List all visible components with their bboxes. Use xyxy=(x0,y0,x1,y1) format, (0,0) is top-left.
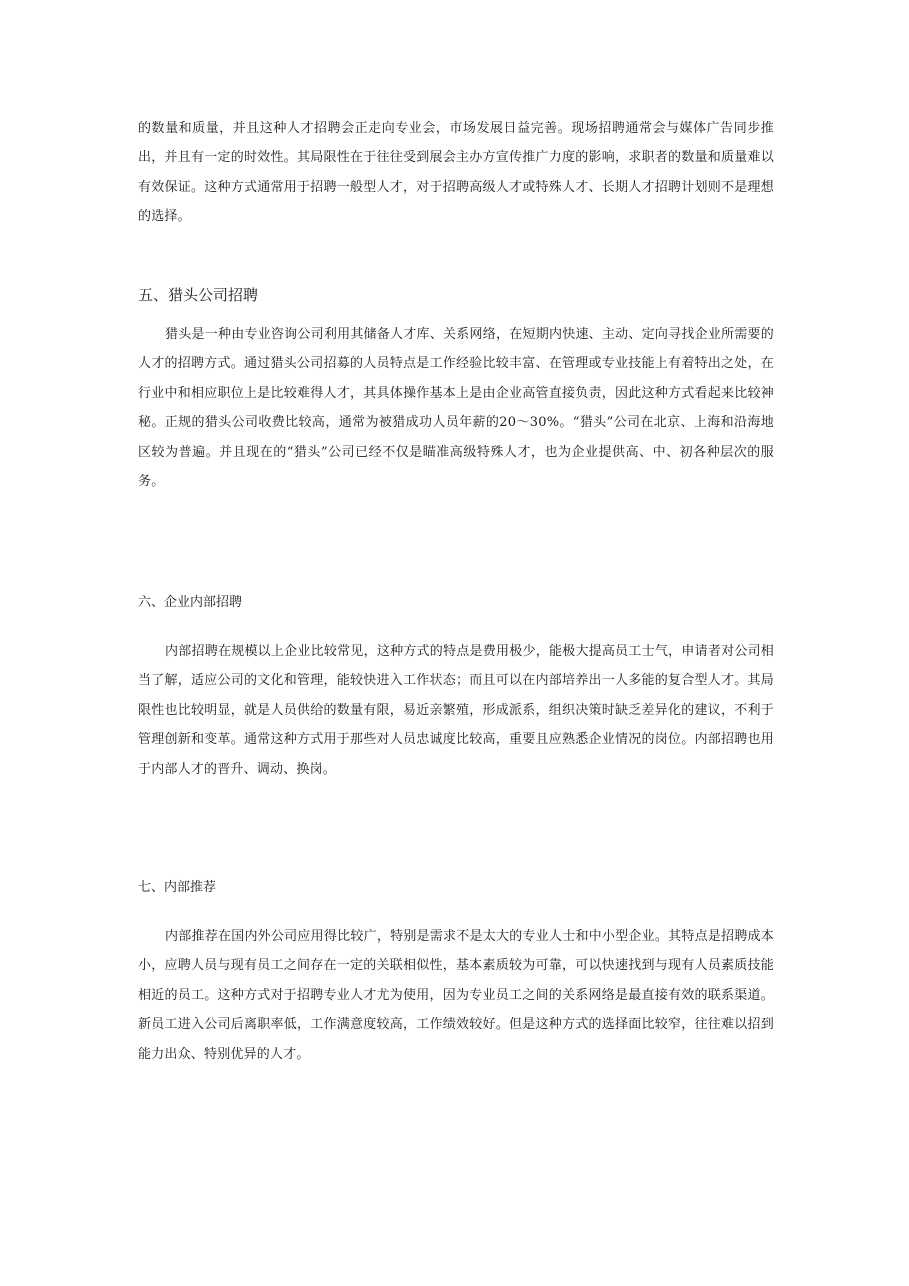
section-body-internal-referral: 内部推荐在国内外公司应用得比较广，特别是需求不是太大的专业人士和中小型企业。其特点是招聘成本小，应聘人员与现有员工之间存在一定的关联相似性，基本素质较为可靠，可以快速找到与现有人员素质技能相近的员工。这种方式对于招聘专业人才尤为使用，因为专业员工之间的关系网络是最直接有效的联系渠道。新员工进入公司后离职率低，工作满意度较高，工作绩效较好。但是这种方式的选择面比较窄，往往难以招到能力出众、特别优异的人才。 xyxy=(138,929,774,1062)
section-heading-internal-referral: 七、内部推荐 xyxy=(138,880,217,895)
section-heading-internal-recruitment: 六、企业内部招聘 xyxy=(138,595,243,610)
section-body-headhunter: 猎头是一种由专业咨询公司利用其储备人才库、关系网络，在短期内快速、主动、定向寻找企业所需要的人才的招聘方式。通过猎头公司招募的人员特点是工作经验比较丰富、在管理或专业技能上有着特出之处，在行业中和相应职位上是比较难得人才，其具体操作基本上是由企业高管直接负责，因此这种方式看起来比较神秘。正规的猎头公司收费比较高，通常为被猎成功人员年薪的20～30%。“猎头”公司在北京、上海和沿海地区较为普遍。并且现在的“猎头”公司已经不仅是瞄准高级特殊人才，也为企业提供高、中、初各种层次的服务。 xyxy=(138,327,774,490)
section-heading-headhunter: 五、猎头公司招聘 xyxy=(138,286,259,304)
intro-paragraph: 的数量和质量，并且这种人才招聘会正走向专业会，市场发展日益完善。现场招聘通常会与媒体广告同步推出，并且有一定的时效性。其局限性在于往往受到展会主办方宣传推广力度的影响，求职者的数量和质量难以有效保证。这种方式通常用于招聘一般型人才，对于招聘高级人才或特殊人才、长期人才招聘计划则不是理想的选择。 xyxy=(138,121,774,225)
section-body-internal-recruitment: 内部招聘在规模以上企业比较常见，这种方式的特点是费用极少，能极大提高员工士气，申请者对公司相当了解，适应公司的文化和管理，能较快进入工作状态；而且可以在内部培养出一人多能的复合型人才。其局限性也比较明显，就是人员供给的数量有限，易近亲繁殖，形成派系，组织决策时缺乏差异化的建议，不利于管理创新和变革。通常这种方式用于那些对人员忠诚度比较高，重要且应熟悉企业情况的岗位。内部招聘也用于内部人才的晋升、调动、换岗。 xyxy=(138,644,774,777)
